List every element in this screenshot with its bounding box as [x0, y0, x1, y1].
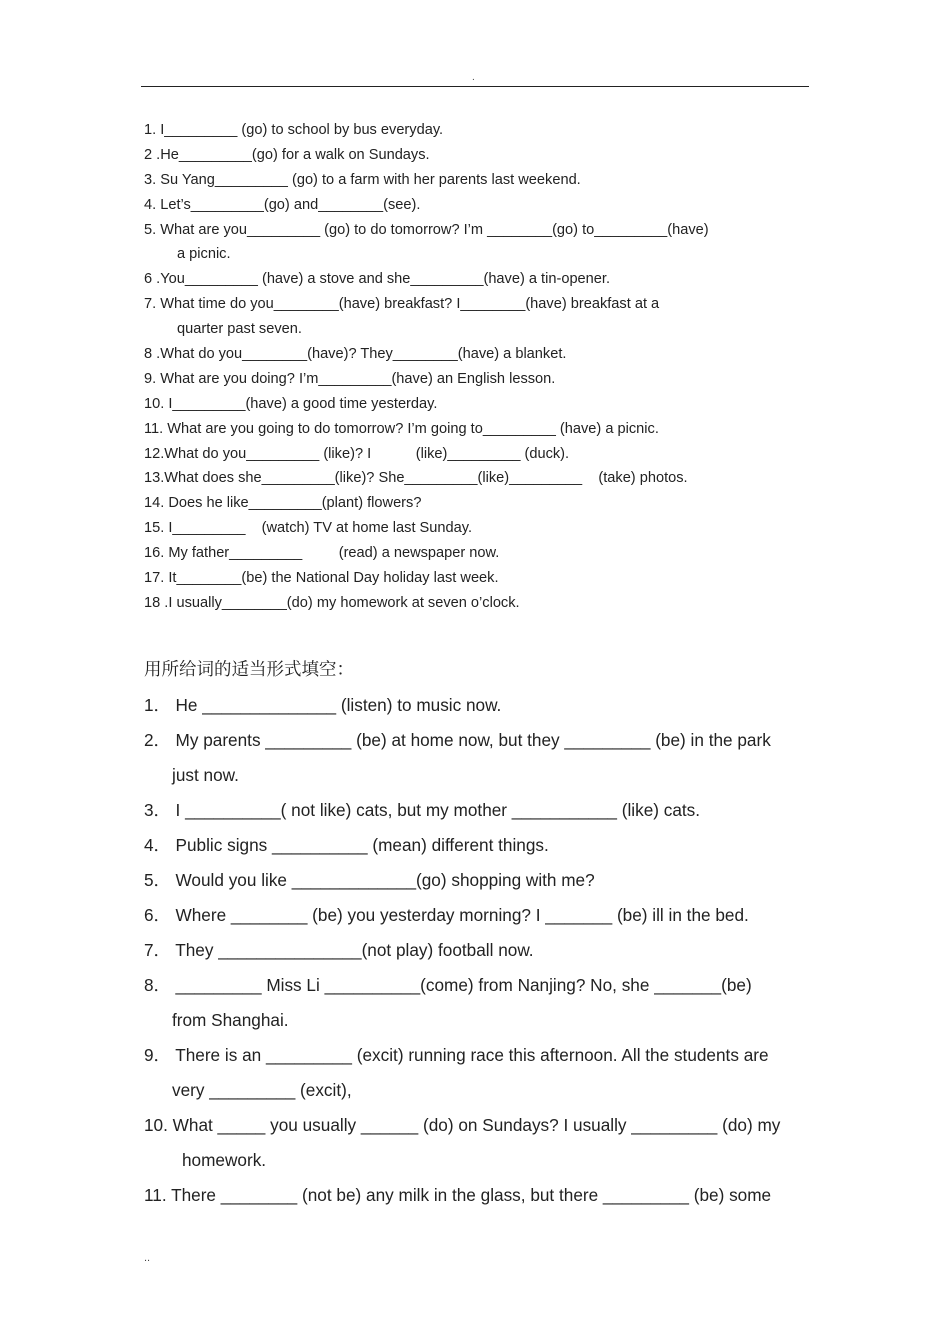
item-10: 10. What _____ you usually ______ (do) on Sundays? I usually _________ (do) my — [144, 1115, 781, 1135]
exercise-2 — [144, 688, 806, 1213]
question-11: 11. What are you going to do tomorrow? I’m going to_________ (have) a picnic. — [144, 420, 659, 437]
item-10-continued: homework. — [182, 1150, 267, 1170]
question-5-continued: a picnic. — [177, 246, 231, 263]
footer-mark: .. — [144, 1252, 151, 1264]
question-7-continued: quarter past seven. — [177, 321, 302, 338]
question-10: 10. I_________(have) a good time yesterday. — [144, 395, 438, 412]
question-6: 6 .You_________ (have) a stove and she_________(have) a tin-opener. — [144, 271, 611, 288]
header-rule — [141, 86, 809, 87]
header-mark: . — [472, 72, 475, 83]
exercise-1 — [144, 118, 809, 616]
question-1: 1. I_________ (go) to school by bus everyday. — [144, 122, 444, 138]
item-3: 3． I __________( not like) cats, but my mother ___________ (like) cats. — [144, 800, 701, 820]
question-18: 18 .I usually________(do) my homework at seven o’clock. — [144, 594, 520, 611]
question-16: 16. My father_________ (read) a newspaper now. — [144, 545, 500, 562]
item-5: 5． Would you like _____________(go) shopping with me? — [144, 870, 595, 890]
question-4: 4. Let’s_________(go) and________(see). — [144, 196, 421, 213]
item-8: 8． _________ Miss Li __________(come) from Nanjing? No, she _______(be) — [144, 975, 752, 995]
question-17: 17. It________(be) the National Day holiday last week. — [144, 570, 499, 587]
question-15: 15. I_________ (watch) TV at home last Sunday. — [144, 520, 473, 537]
question-8: 8 .What do you________(have)? They________(have) a blanket. — [144, 346, 567, 363]
question-13: 13.What does she_________(like)? She_________(like)_________ (take) photos. — [144, 470, 688, 487]
item-9: 9． There is an _________ (excit) running race this afternoon. All the students are — [144, 1045, 769, 1065]
item-9-continued: very _________ (excit), — [172, 1080, 352, 1100]
item-7: 7． They _______________(not play) football now. — [144, 940, 534, 960]
item-8-continued: from Shanghai. — [172, 1010, 289, 1030]
section-title: 用所给词的适当形式填空： — [144, 660, 354, 680]
question-14: 14. Does he like_________(plant) flowers? — [144, 495, 422, 512]
item-2: 2． My parents _________ (be) at home now, but they _________ (be) in the park — [144, 730, 771, 750]
item-1: 1． He ______________ (listen) to music now. — [144, 695, 502, 715]
item-11: 11. There ________ (not be) any milk in the glass, but there _________ (be) some — [144, 1185, 772, 1205]
question-2: 2 .He_________(go) for a walk on Sundays. — [144, 146, 430, 163]
question-9: 9. What are you doing? I’m_________(have) an English lesson. — [144, 370, 556, 387]
question-3: 3. Su Yang_________ (go) to a farm with her parents last weekend. — [144, 171, 581, 188]
question-7: 7. What time do you________(have) breakfast? I________(have) breakfast at a — [144, 296, 660, 313]
question-12: 12.What do you_________ (like)? I (like)_________ (duck). — [144, 445, 570, 462]
item-2-continued: just now. — [172, 765, 239, 785]
item-6: 6． Where ________ (be) you yesterday morning? I _______ (be) ill in the bed. — [144, 905, 749, 925]
question-5: 5. What are you_________ (go) to do tomorrow? I’m ________(go) to_________(have) — [144, 221, 709, 238]
item-4: 4． Public signs __________ (mean) different things. — [144, 835, 549, 855]
